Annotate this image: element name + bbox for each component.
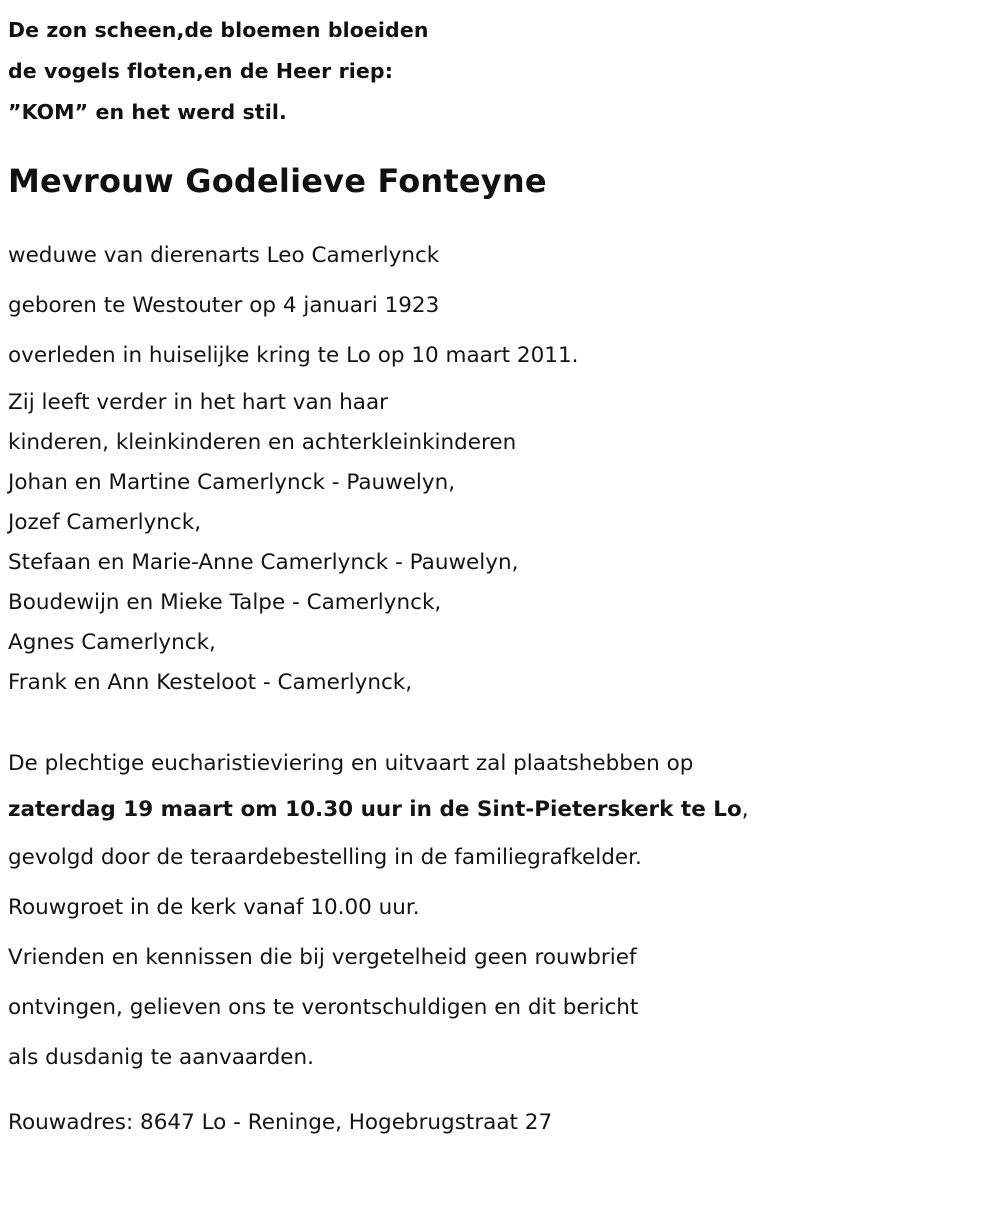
service-greeting: Rouwgroet in de kerk vanaf 10.00 uur. bbox=[8, 895, 420, 920]
section-spacer bbox=[8, 703, 1000, 741]
identity-line: weduwe van dierenarts Leo Camerlynck bbox=[8, 243, 440, 268]
identity-line: geboren te Westouter op 4 januari 1923 bbox=[8, 293, 440, 318]
family-line: Zij leeft verder in het hart van haar bbox=[8, 390, 388, 415]
family-line: Boudewijn en Mieke Talpe - Camerlynck, bbox=[8, 590, 442, 615]
identity-line: overleden in huiselijke kring te Lo op 10 maart 2011. bbox=[8, 343, 579, 368]
service-intro: De plechtige eucharistieviering en uitvaart zal plaatshebben op bbox=[8, 751, 694, 776]
epitaph-line: de vogels floten,en de Heer riep: bbox=[8, 59, 393, 83]
service-burial: gevolgd door de teraardebestelling in de familiegrafkelder. bbox=[8, 845, 642, 870]
service-datetime bbox=[8, 787, 1000, 833]
family-line: Frank en Ann Kesteloot - Camerlynck, bbox=[8, 670, 413, 695]
family-line: Johan en Martine Camerlynck - Pauwelyn, bbox=[8, 470, 456, 495]
service-datetime-bold: zaterdag 19 maart om 10.30 uur in de Sint-Pieterskerk te Lo bbox=[8, 797, 742, 822]
family-line: kinderen, kleinkinderen en achterkleinkinderen bbox=[8, 430, 517, 455]
epitaph-line: ”KOM” en het werd stil. bbox=[8, 100, 287, 124]
identity-block bbox=[8, 231, 1000, 381]
service-apology-line: als dusdanig te aanvaarden. bbox=[8, 1045, 314, 1070]
address-block bbox=[8, 1103, 1000, 1143]
family-line: Agnes Camerlynck, bbox=[8, 630, 216, 655]
family-line: Jozef Camerlynck, bbox=[8, 510, 202, 535]
family-line: Stefaan en Marie-Anne Camerlynck - Pauwelyn, bbox=[8, 550, 519, 575]
epitaph-block bbox=[8, 10, 1000, 133]
family-block bbox=[8, 383, 1000, 703]
service-apology-line: ontvingen, gelieven ons te verontschuldigen en dit bericht bbox=[8, 995, 639, 1020]
epitaph-line: De zon scheen,de bloemen bloeiden bbox=[8, 18, 429, 42]
service-apology-line: Vrienden en kennissen die bij vergetelheid geen rouwbrief bbox=[8, 945, 637, 970]
service-datetime-suffix: , bbox=[741, 797, 749, 822]
mourning-address: Rouwadres: 8647 Lo - Reninge, Hogebrugstraat 27 bbox=[8, 1110, 553, 1135]
deceased-name: Mevrouw Godelieve Fonteyne bbox=[8, 162, 547, 200]
service-block bbox=[8, 741, 1000, 1083]
section-spacer bbox=[8, 1083, 1000, 1103]
